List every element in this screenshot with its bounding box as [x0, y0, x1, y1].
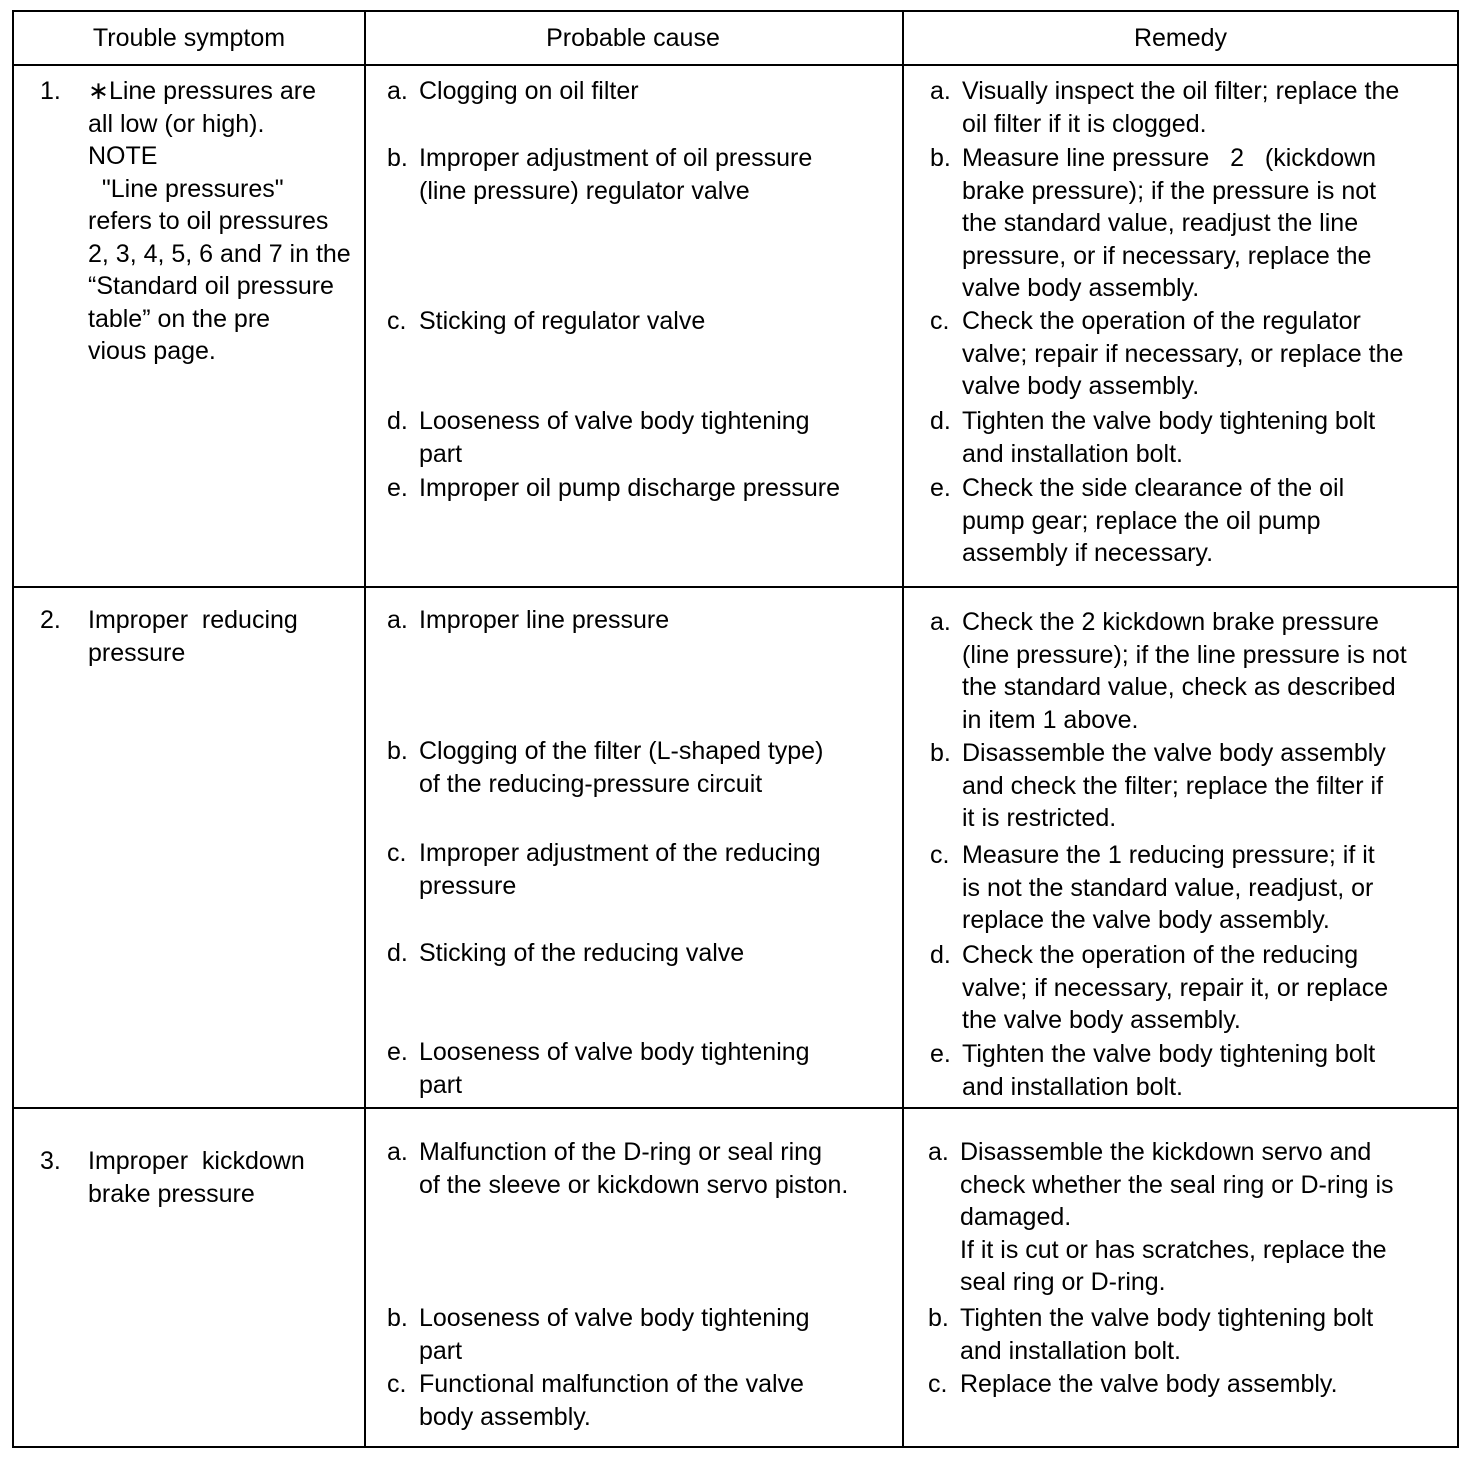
row-divider	[14, 1107, 1457, 1109]
column-divider	[364, 12, 366, 1446]
column-divider	[902, 12, 904, 1446]
header-remedy: Remedy	[1133, 24, 1228, 52]
trouble-symptom: Improper kickdown brake pressure	[88, 1147, 305, 1208]
troubleshooting-table: Trouble symptom Probable cause Remedy 1. ∗Line pressures are all low (or high). NOTE "Line pressures" refers to oil pressures 2, 3, 4, 5, 6 and 7 in the “Standard oil pressure table” on the pre vious page. a. Clogging on oil filter b. Improper adjustment of oil pressure (line pressure) regulator valve c. Sticking of regulator valve d. Looseness of valve body tightening part e. Improper oil pump discharge pressure a. Visually inspect the oil filter; replace the oil filter if it is clogged. b. Measure line pressure 2 (kickdown brake pressure); if the pressure is not the standard value, readjust the line pressure, or if necessary, replace the valve body assembly. c. Check the operation of the regulator valve; repair if necessary, or replace the valve body assembly. d. Tighten the valve body tightening bolt and installation bolt. e. Check the side clearance of the oil pump gear; replace the oil pump assembly if necessary. 2. Improper reducing pressure a. Improper line pressure b. Clogging of the filter (L-shaped type) of the reducing-pressure circuit c. Improper adjustment of the reducing pressure d. Sticking of the reducing valve e. Looseness of valve body tightening part a. Check the 2 kickdown brake pressure (line pressure); if the line pressure is not the standard value, check as described in item 1 above. b. Disassemble the valve body assembly and check the filter; replace the filter if it is restricted. c. Measure the 1 reducing pressure; if it is not the standard value, readjust, or replace the valve body assembly. d. Check the operation of the reducing valve; if necessary, repair it, or replace the valve body assembly. e. Tighten the valve body tightening bolt and installation bolt. 3. Improper kickdown brake pressure a. Malfunction of the D-ring or seal ring of the sleeve or kickdown servo piston. b. Looseness of valve body tightening part c. Functional malfunction of the valve body assembly. a. Disassemble the kickdown servo and check whether the seal ring or D-ring is damaged. If it is cut or has scratches, replace the seal ring or D-ring. b. Tighten the valve body tightening bolt and installation bolt. c. Replace the valve body assembly.	[12, 10, 1459, 1448]
trouble-symptom: Improper reducing pressure	[88, 606, 298, 667]
header-trouble-symptom: Trouble symptom	[92, 24, 286, 52]
header-probable-cause: Probable cause	[546, 24, 720, 52]
row-number: 3.	[40, 1147, 61, 1175]
row-number: 1.	[40, 77, 61, 105]
trouble-symptom: ∗Line pressures are all low (or high). NOTE "Line pressures" refers to oil pressures 2, 3, 4, 5, 6 and 7 in the “Standard oil pressure table” on the pre vious page.	[88, 77, 351, 365]
row-divider	[14, 586, 1457, 588]
header-divider	[14, 64, 1457, 66]
row-number: 2.	[40, 606, 61, 634]
